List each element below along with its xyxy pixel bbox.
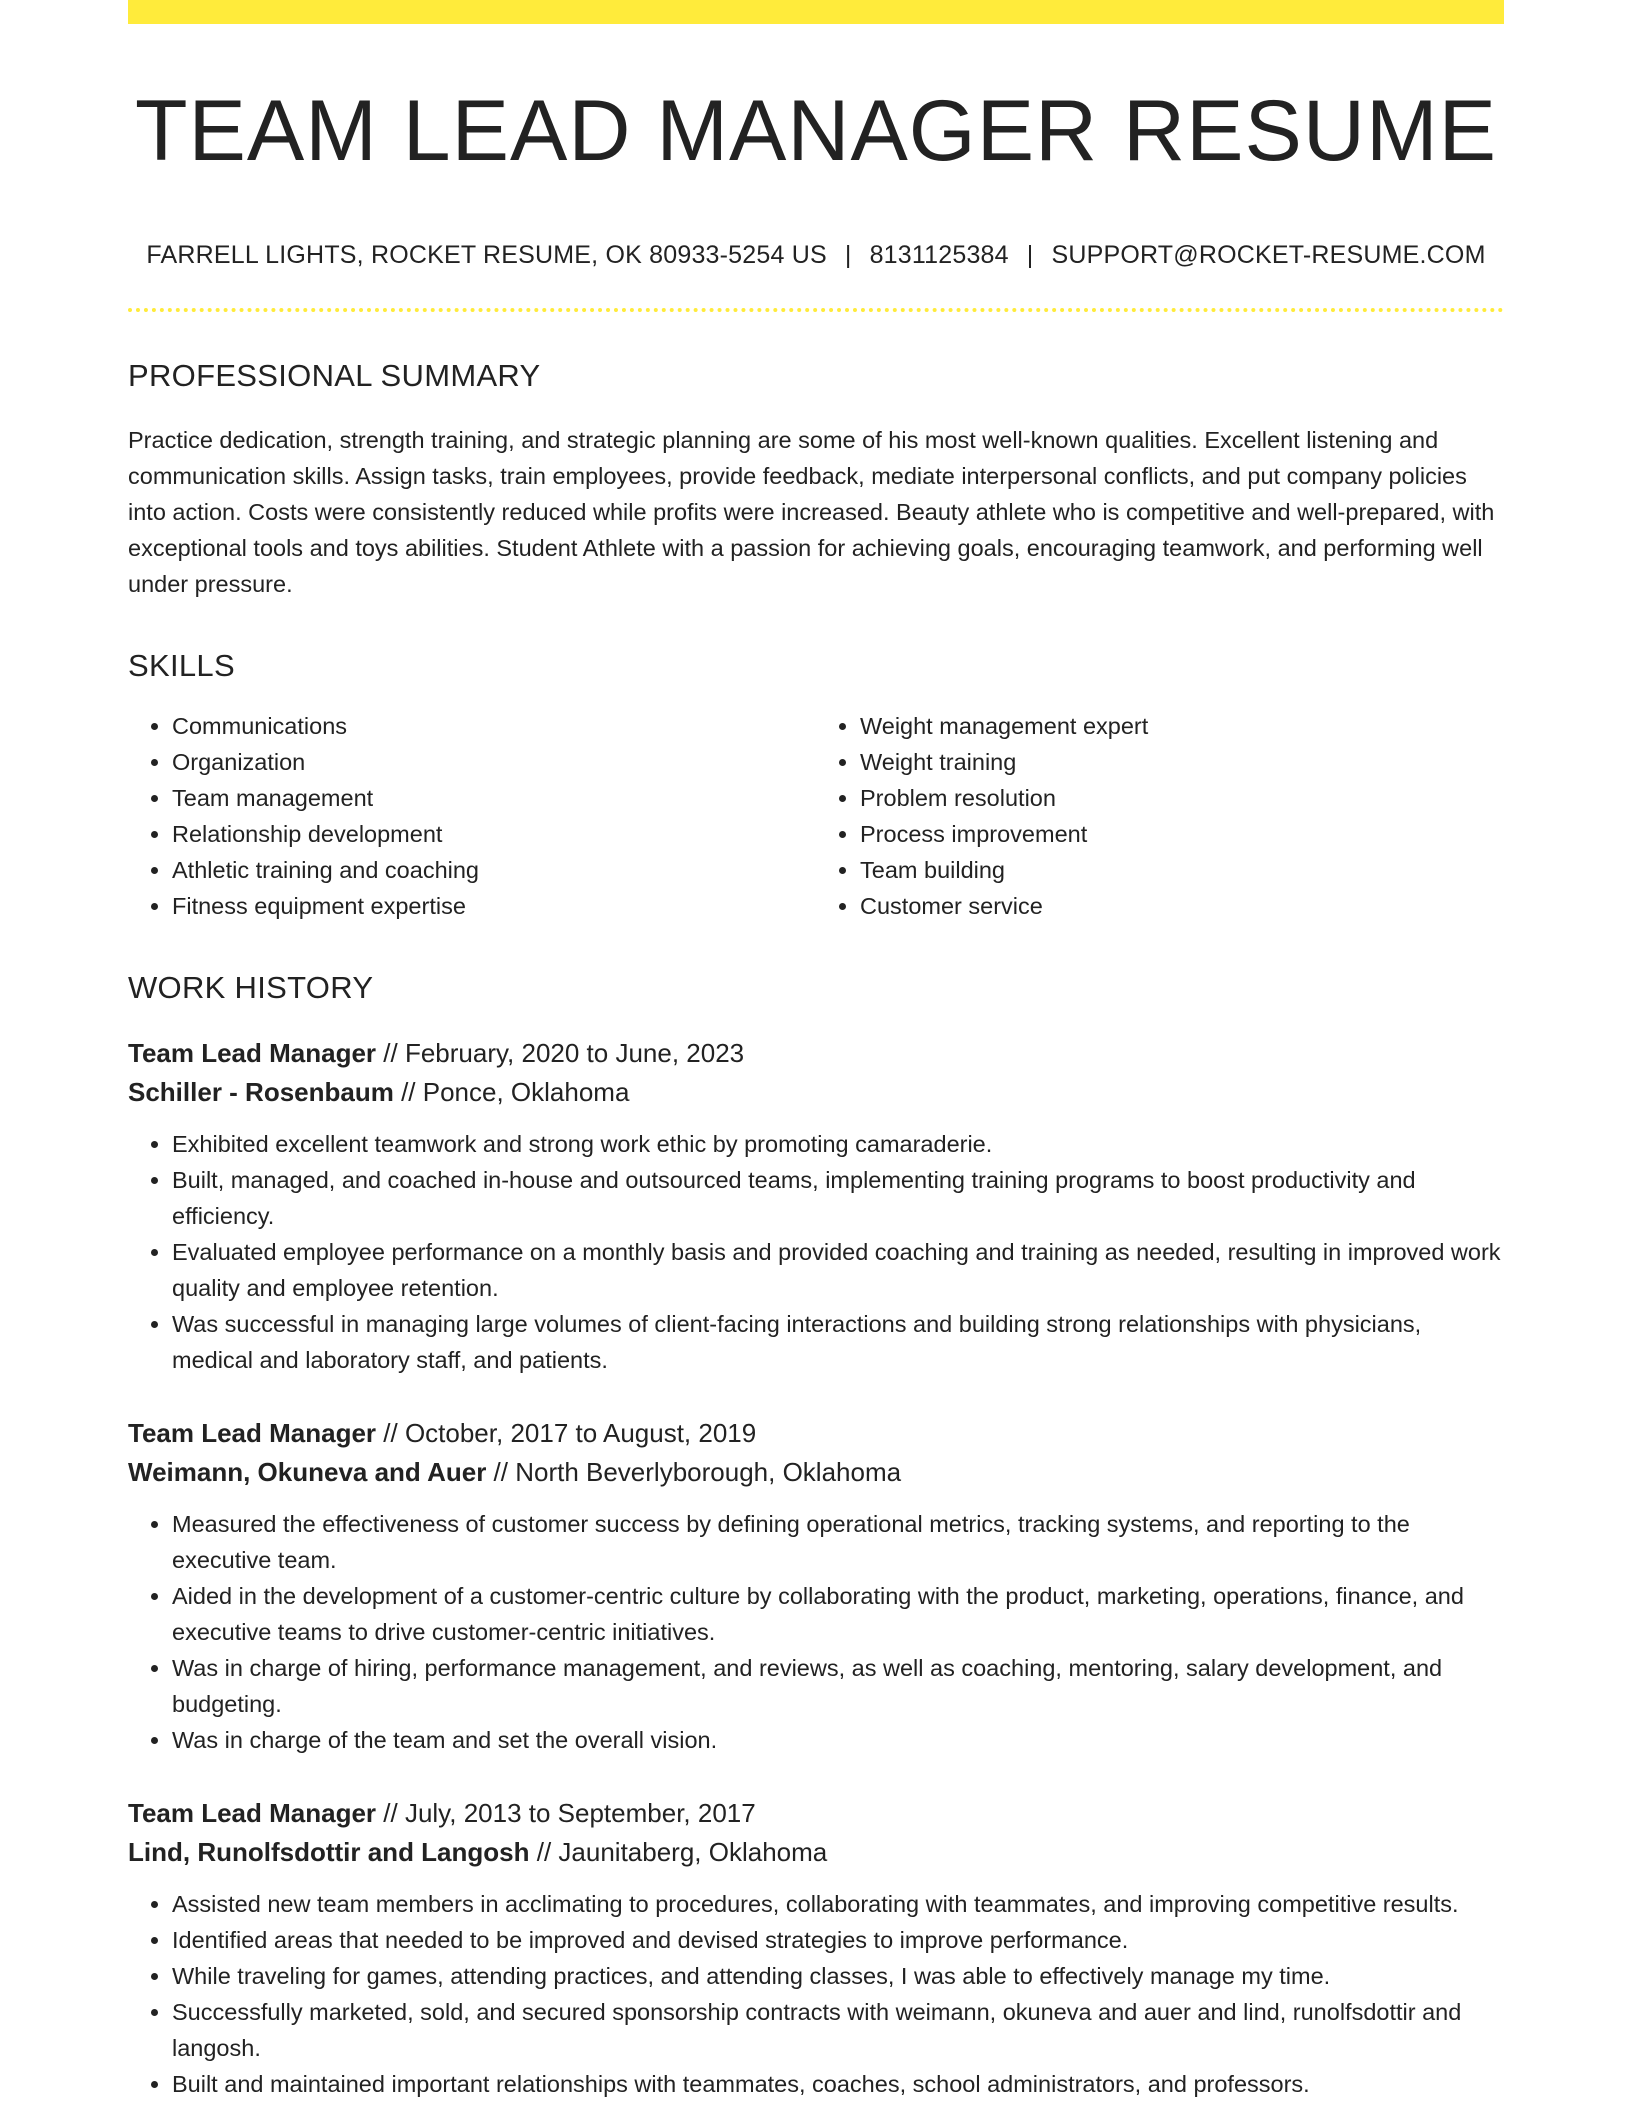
job-bullet: • Was in charge of hiring, performance management, and reviews, as well as coaching, mentoring, salary development, and budgeting. bbox=[172, 1650, 1504, 1722]
job-dates: // October, 2017 to August, 2019 bbox=[376, 1417, 757, 1448]
skill-item: • Weight management expert bbox=[860, 708, 1504, 744]
job-entry bbox=[128, 1034, 1504, 1378]
contact-email: SUPPORT@ROCKET-RESUME.COM bbox=[1051, 240, 1486, 269]
job-bullet: • Was successful in managing large volumes of client-facing interactions and building strong relationships with physicians, medical and laboratory staff, and patients. bbox=[172, 1306, 1504, 1378]
job-bullet: • Identified areas that needed to be improved and devised strategies to improve performance. bbox=[172, 1922, 1504, 1958]
job-entry bbox=[128, 1794, 1504, 2102]
job-bullets bbox=[128, 1886, 1504, 2102]
skill-item: • Process improvement bbox=[860, 816, 1504, 852]
job-company-line bbox=[128, 1833, 1504, 1872]
job-bullet: • Measured the effectiveness of customer success by defining operational metrics, tracking systems, and reporting to the executive team. bbox=[172, 1506, 1504, 1578]
skill-item: • Organization bbox=[172, 744, 816, 780]
top-accent-bar bbox=[128, 0, 1504, 24]
skill-item: • Fitness equipment expertise bbox=[172, 888, 816, 924]
job-bullet: • While traveling for games, attending practices, and attending classes, I was able to effectively manage my time. bbox=[172, 1958, 1504, 1994]
summary-text: Practice dedication, strength training, and strategic planning are some of his most well-known qualities. Excellent listening and communication skills. Assign tasks, train employees, provide feedback, mediate interpersonal conflicts, and put company policies into action. Costs were consistently reduced while profits were increased. Beauty athlete who is competitive and well-prepared, with exceptional tools and toys abilities. Student Athlete with a passion for achieving goals, encouraging teamwork, and performing well under pressure. bbox=[128, 426, 1495, 597]
job-company: Weimann, Okuneva and Auer bbox=[128, 1456, 487, 1487]
skill-item: • Athletic training and coaching bbox=[172, 852, 816, 888]
job-location: // Jaunitaberg, Oklahoma bbox=[529, 1836, 828, 1867]
skill-item: • Weight training bbox=[860, 744, 1504, 780]
job-bullet: • Successfully marketed, sold, and secured sponsorship contracts with weimann, okuneva and auer and lind, runolfsdottir and langosh. bbox=[172, 1994, 1504, 2066]
skills-column-left bbox=[128, 708, 816, 924]
job-title: Team Lead Manager bbox=[128, 1037, 377, 1068]
job-dates: // July, 2013 to September, 2017 bbox=[376, 1797, 756, 1828]
skill-item: • Communications bbox=[172, 708, 816, 744]
skill-item: • Team management bbox=[172, 780, 816, 816]
dotted-divider bbox=[128, 308, 1504, 312]
contact-separator: | bbox=[844, 240, 852, 269]
job-bullets bbox=[128, 1506, 1504, 1758]
job-bullet: • Built, managed, and coached in-house and outsourced teams, implementing training programs to boost productivity and efficiency. bbox=[172, 1162, 1504, 1234]
contact-phone: 8131125384 bbox=[869, 240, 1009, 269]
work-history bbox=[128, 1034, 1504, 2102]
job-title-line bbox=[128, 1034, 1504, 1073]
job-bullet: • Evaluated employee performance on a monthly basis and provided coaching and training as needed, resulting in improved work quality and employee retention. bbox=[172, 1234, 1504, 1306]
job-bullet: • Aided in the development of a customer-centric culture by collaborating with the product, marketing, operations, finance, and executive teams to drive customer-centric initiatives. bbox=[172, 1578, 1504, 1650]
contact-address: FARRELL LIGHTS, ROCKET RESUME, OK 80933-5254 US bbox=[146, 240, 827, 269]
skill-item: • Relationship development bbox=[172, 816, 816, 852]
skills-list bbox=[128, 708, 1504, 924]
work-history-heading: WORK HISTORY bbox=[128, 969, 374, 1005]
job-bullet: • Built and maintained important relationships with teammates, coaches, school administrators, and professors. bbox=[172, 2066, 1504, 2102]
job-company: Schiller - Rosenbaum bbox=[128, 1076, 394, 1107]
job-title: Team Lead Manager bbox=[128, 1797, 377, 1828]
job-company: Lind, Runolfsdottir and Langosh bbox=[128, 1836, 530, 1867]
job-bullet: • Assisted new team members in acclimating to procedures, collaborating with teammates, and improving competitive results. bbox=[172, 1886, 1504, 1922]
job-title-line bbox=[128, 1414, 1504, 1453]
job-company-line bbox=[128, 1453, 1504, 1492]
page-title: TEAM LEAD MANAGER RESUME bbox=[135, 83, 1497, 179]
skill-item: • Team building bbox=[860, 852, 1504, 888]
job-bullets bbox=[128, 1126, 1504, 1378]
contact-line bbox=[128, 241, 1504, 270]
job-bullet: • Was in charge of the team and set the overall vision. bbox=[172, 1722, 1504, 1758]
job-location: // North Beverlyborough, Oklahoma bbox=[486, 1456, 902, 1487]
skill-item: • Customer service bbox=[860, 888, 1504, 924]
skills-heading: SKILLS bbox=[128, 647, 235, 683]
summary-heading: PROFESSIONAL SUMMARY bbox=[128, 357, 541, 393]
job-company-line bbox=[128, 1073, 1504, 1112]
job-bullet: • Exhibited excellent teamwork and strong work ethic by promoting camaraderie. bbox=[172, 1126, 1504, 1162]
contact-separator: | bbox=[1026, 240, 1034, 269]
job-dates: // February, 2020 to June, 2023 bbox=[376, 1037, 745, 1068]
job-title-line bbox=[128, 1794, 1504, 1833]
job-location: // Ponce, Oklahoma bbox=[393, 1076, 630, 1107]
skill-item: • Problem resolution bbox=[860, 780, 1504, 816]
skills-column-right bbox=[816, 708, 1504, 924]
resume-page bbox=[128, 0, 1504, 2102]
job-entry bbox=[128, 1414, 1504, 1758]
job-title: Team Lead Manager bbox=[128, 1417, 377, 1448]
